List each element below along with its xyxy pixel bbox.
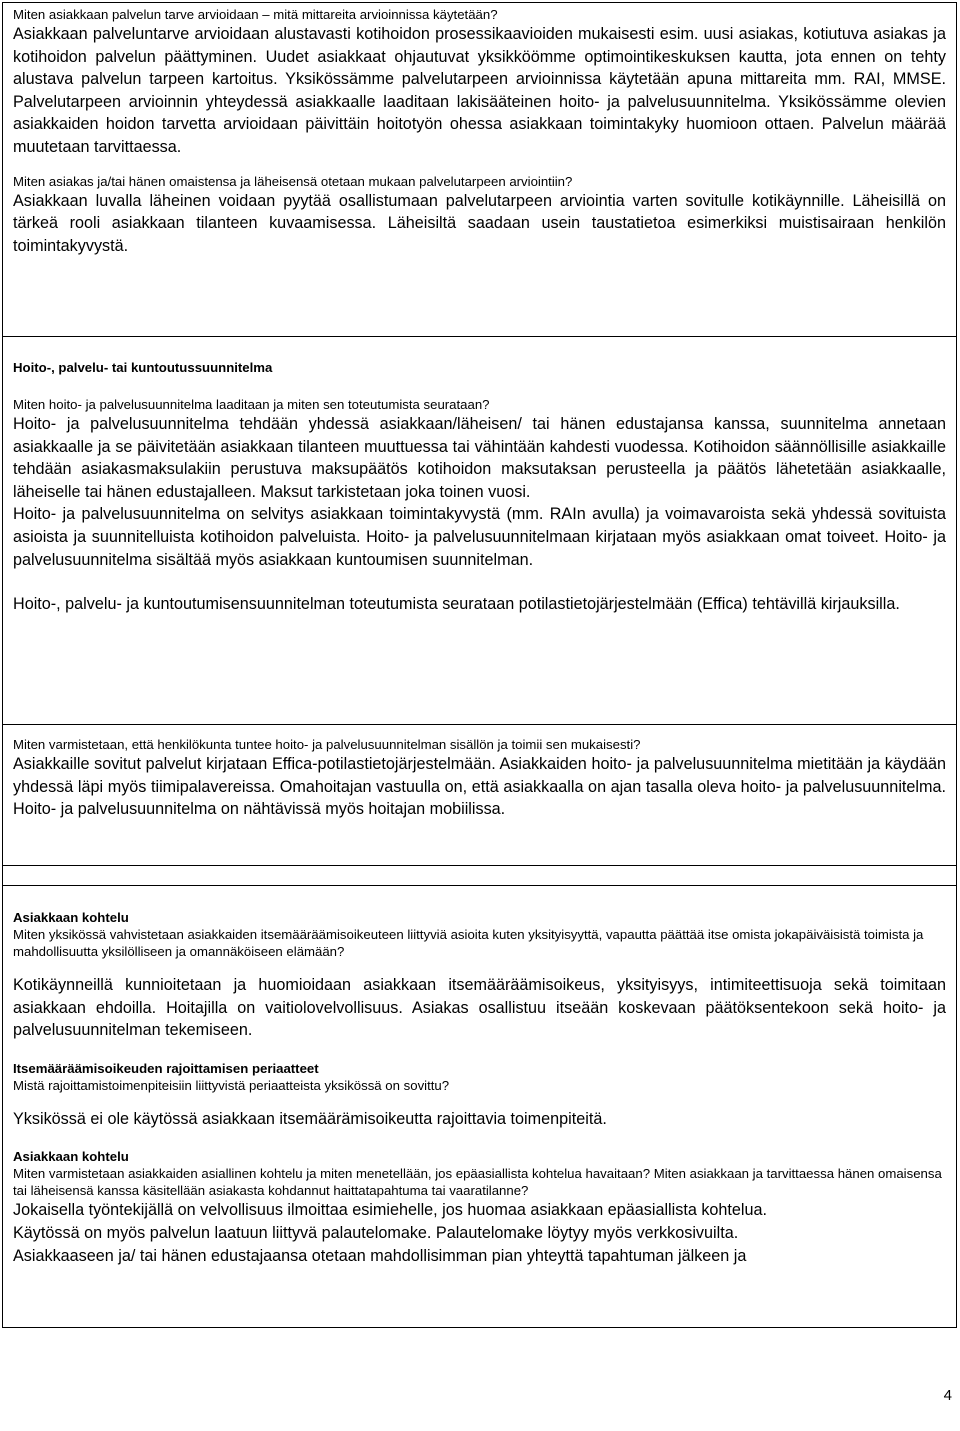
question-suunnitelma: Miten hoito- ja palvelusuunnitelma laaditaan ja miten sen toteutumista seurataan? [13, 397, 490, 412]
question-kohtelu: Miten varmistetaan asiakkaiden asiallinen kohtelu ja miten menetellään, jos epäasiallista kohtelua havaitaan? Miten asiakkaan ja tarvittaessa hänen omaisensa tai läheisensä kanssa käsitellään asiakasta kohdannut haittatapahtuma tai vaaratilanne? [13, 1166, 942, 1199]
answer-suunnitelma-2: Hoito- ja palvelusuunnitelma on selvitys asiakkaan toimintakyvystä (mm. RAIn avulla) ja voimavaroista sekä yhdessä sovituista asioista ja suunnitelluista kotihoidon palveluista. Hoito- ja palvelusuunnitelmaan kirjataan myös asiakkaan omat toiveet. Hoito- ja palvelusuunnitelma sisältää myös asiakkaan kuntoumisen suunnitelman. [13, 505, 946, 569]
question-itsemaaraamisoikeus: Miten yksikössä vahvistetaan asiakkaiden itsemääräämisoikeuteen liittyviä asioita kuten yksityisyyttä, vapautta päättää itse omista jokapäiväisistä toimista ja mahdollisuutta yksilölliseen ja omannäköiseen elämään? [13, 927, 924, 959]
question-omaiset: Miten asiakas ja/tai hänen omaistensa ja läheisensä otetaan mukaan palvelutarpeen arviointiin? [13, 173, 573, 189]
answer-rajoittaminen: Yksikössä ei ole käytössä asiakkaan itsemäärämisoikeutta rajoittavia toimenpiteitä. [13, 1109, 607, 1128]
answer-henkilokunta: Asiakkaille sovitut palvelut kirjataan Effica-potilastietojärjestelmään. Asiakkaiden hoito- ja palvelusuunnitelma mietitään ja käydään yhdessä läpi myös tiimipalavereissa. Omahoitajan vastuulla on, että asiakkaalla on ajan tasalla oleva hoito- ja palvelusuunnitelma. Hoito- ja palvelusuunnitelma on nähtävissä myös hoitajan mobiilissa. [13, 755, 946, 819]
empty-row [2, 866, 957, 886]
heading-suunnitelma: Hoito-, palvelu- tai kuntoutussuunnitelma [13, 360, 273, 375]
answer-kohtelu-1: Jokaisella työntekijällä on velvollisuus ilmoittaa esimiehelle, jos huomaa asiakkaan epäasiallista kohtelua. [13, 1201, 768, 1220]
answer-omaiset: Asiakkaan luvalla läheinen voidaan pyytää osallistumaan palvelutarpeen arviointia varten sovitulle kotikäynnille. Läheisillä on tärkeä rooli asiakkaan tilanteen kuvaamisessa. Läheisiltä saadaan usein taustatietoa esimerkiksi muistisairaan henkilön toimintakyvystä. [13, 191, 946, 255]
section-palvelutarve [2, 2, 957, 337]
answer-kohtelu-2: Käytössä on myös palvelun laatuun liittyvä palautelomake. Palautelomake löytyy myös verkkosivuilta. [13, 1223, 739, 1242]
page-number: 4 [943, 1387, 952, 1404]
question-palvelutarve: Miten asiakkaan palvelun tarve arvioidaan – mitä mittareita arvioinnissa käytetään? [13, 7, 498, 22]
question-rajoittaminen: Mistä rajoittamistoimenpiteisiin liittyvistä periaatteista yksikössä on sovittu? [13, 1077, 450, 1093]
heading-rajoittaminen: Itsemääräämisoikeuden rajoittamisen periaatteet [13, 1060, 319, 1076]
question-henkilokunta: Miten varmistetaan, että henkilökunta tuntee hoito- ja palvelusuunnitelman sisällön ja toimii sen mukaisesti? [13, 737, 641, 752]
answer-suunnitelma-1: Hoito- ja palvelusuunnitelma tehdään yhdessä asiakkaan/läheisen/ tai hänen edustajansa kanssa, suunnitelma annetaan asiakkaalle ja se päivitetään asiakkaan tilanteen muuttuessa tai vähintään kahdesti vuodessa. Kotihoidon säännöllisille asiakkaille tehdään asiakasmaksulakiin perustuva maksupäätös kotihoidon maksutaksan perusteella ja päätös lähetetään asiakkaalle, läheiselle tai hänen edustajalleen. Maksut tarkistetaan joka toinen vuosi. [13, 415, 946, 501]
answer-itsemaaraamisoikeus: Kotikäynneillä kunnioitetaan ja huomioidaan asiakkaan itsemääräämisoikeus, yksityisyys, intimiteettisuoja sekä toimitaan asiakkaan ehdoilla. Hoitajilla on vaitiolovelvollisuus. Asiakas osallistuu itseään koskevaan päätöksentekoon sekä hoito- ja palvelusuunnitelman tekemiseen. [13, 976, 946, 1040]
answer-kohtelu-3: Asiakkaaseen ja/ tai hänen edustajaansa otetaan mahdollisimman pian yhteyttä tapahtuman jälkeen ja [13, 1246, 747, 1265]
section-henkilokunta [2, 725, 957, 866]
section-asiakkaan-kohtelu [2, 886, 957, 1328]
section-suunnitelma [2, 337, 957, 725]
answer-palvelutarve: Asiakkaan palveluntarve arvioidaan alustavasti kotihoidon prosessikaavioiden mukaisesti esim. uusi asiakas, kotiutuva asiakas ja kotihoidon palvelun päättyminen. Uudet asiakkaat ohjautuvat yksikköömme optimointikeskuksen kautta, jota ennen on tehty alustava palvelun tarpeen kartoitus. Yksikössämme palvelutarpeen arvioinnissa käytetään apuna mittareita mm. RAI, MMSE. Palvelutarpeen arvioinnin yhteydessä asiakkaalle laaditaan lakisääteinen hoito- ja palvelusuunnitelma. Yksikössämme olevien asiakkaiden hoidon tarvetta arvioidaan päivittäin hoitotyön ohessa asiakkaan toimintakyky huomioon ottaen. Palvelun määrää muutetaan tarvittaessa. [13, 25, 946, 156]
answer-suunnitelma-3: Hoito-, palvelu- ja kuntoutumisensuunnitelman toteutumista seurataan potilastietojärjestelmään (Effica) tehtävillä kirjauksilla. [13, 595, 900, 614]
heading-asiakkaan-kohtelu: Asiakkaan kohtelu [13, 910, 129, 925]
heading-kohtelu: Asiakkaan kohtelu [13, 1149, 129, 1165]
